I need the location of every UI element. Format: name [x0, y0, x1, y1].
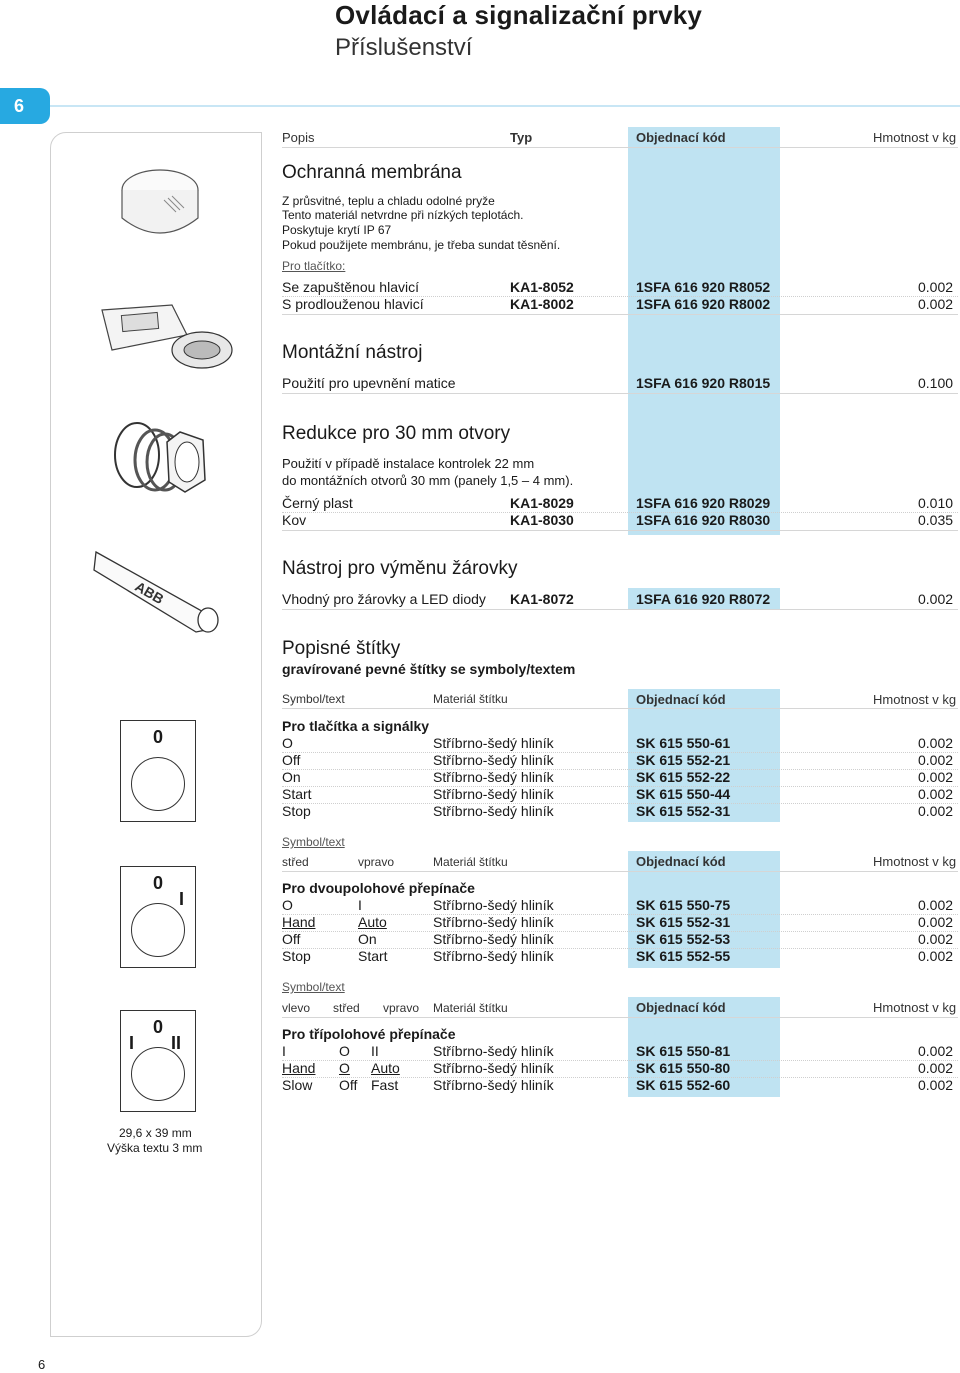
description: Tento materiál netvrdne při nízkých teplotách.	[282, 208, 524, 222]
plate-symbol: I	[129, 1033, 135, 1053]
cell-symbol: Stop	[282, 803, 311, 819]
cell-hmotnost: 0.002	[918, 786, 954, 802]
cell-material: Stříbrno-šedý hliník	[433, 735, 554, 751]
cell-kod: SK 615 552-55	[636, 948, 731, 964]
plate-symbol: II	[171, 1033, 182, 1053]
cell-kod: SK 615 552-31	[636, 914, 731, 930]
cell-hmotnost: 0.002	[918, 1060, 954, 1076]
header-rule	[282, 147, 958, 148]
header-rule	[282, 1017, 958, 1018]
cell-kod: SK 615 550-75	[636, 897, 731, 913]
plate-circle	[131, 903, 185, 957]
cell-kod: 1SFA 616 920 R8002	[636, 296, 771, 312]
section-subtitle: gravírované pevné štítky se symboly/textem	[282, 661, 576, 677]
cell-symbol-right: Auto	[358, 914, 387, 930]
header-rule	[282, 871, 958, 872]
cell-symbol: Off	[282, 752, 301, 768]
col-header-material: Materiál štítku	[433, 855, 508, 869]
cell-hmotnost: 0.035	[918, 512, 954, 528]
cell-symbol-center: O	[339, 1060, 350, 1076]
cell-material: Stříbrno-šedý hliník	[433, 897, 554, 913]
cell-hmotnost: 0.002	[918, 296, 954, 312]
col-header-kod: Objednací kód	[636, 1000, 726, 1015]
cell-symbol-center: Stop	[282, 948, 311, 964]
cell-material: Stříbrno-šedý hliník	[433, 786, 554, 802]
abb-logo: ABB	[132, 578, 167, 608]
cell-symbol-right: II	[371, 1043, 379, 1059]
cell-kod: SK 615 552-22	[636, 769, 731, 785]
row-rule	[282, 512, 958, 513]
cell-material: Stříbrno-šedý hliník	[433, 769, 554, 785]
label-plate-3	[120, 1010, 196, 1112]
group-title: Pro třípolohové přepínače	[282, 1026, 456, 1042]
description: Z průsvitné, teplu a chladu odolné pryže	[282, 194, 495, 208]
cell-hmotnost: 0.010	[918, 495, 954, 511]
cell-material: Stříbrno-šedý hliník	[433, 914, 554, 930]
cell-popis: S prodlouženou hlavicí	[282, 296, 424, 312]
col-header-kod: Objednací kód	[636, 854, 726, 869]
section-title: Nástroj pro výměnu žárovky	[282, 558, 518, 579]
label-plate-1	[120, 720, 196, 822]
cell-symbol-left: Hand	[282, 1060, 316, 1076]
cell-kod: 1SFA 616 920 R8030	[636, 512, 771, 528]
cell-kod: 1SFA 616 920 R8052	[636, 279, 771, 295]
description: Pokud použijete membránu, je třeba sundat těsnění.	[282, 238, 561, 252]
cell-hmotnost: 0.002	[918, 948, 954, 964]
cell-kod: SK 615 552-31	[636, 803, 731, 819]
cell-hmotnost: 0.002	[918, 897, 954, 913]
cell-material: Stříbrno-šedý hliník	[433, 1043, 554, 1059]
cell-material: Stříbrno-šedý hliník	[433, 1060, 554, 1076]
row-rule	[282, 931, 958, 932]
col-header-symbol: Symbol/text	[282, 692, 345, 706]
plate-dimensions: 29,6 x 39 mm	[119, 1126, 192, 1140]
cell-kod: 1SFA 616 920 R8015	[636, 375, 771, 391]
col-header-hmotnost: Hmotnost v kg	[873, 1000, 957, 1015]
cell-hmotnost: 0.002	[918, 279, 954, 295]
col-header-hmotnost: Hmotnost v kg	[873, 692, 957, 707]
cell-hmotnost: 0.002	[918, 1077, 954, 1093]
section-title: Montážní nástroj	[282, 342, 423, 363]
col-header-typ: Typ	[510, 130, 533, 145]
cell-symbol-right: Auto	[371, 1060, 400, 1076]
cell-symbol-center: O	[339, 1043, 350, 1059]
col-header-popis: Popis	[282, 130, 315, 145]
cell-typ: KA1-8002	[510, 296, 574, 312]
cell-popis: Vhodný pro žárovky a LED diody	[282, 591, 486, 607]
col-header-kod: Objednací kód	[636, 692, 726, 707]
row-rule	[282, 752, 958, 753]
membrane-illustration	[112, 160, 202, 250]
cell-hmotnost: 0.002	[918, 914, 954, 930]
section-tab: 6	[0, 88, 50, 124]
tab-divider	[50, 105, 960, 107]
cell-typ: KA1-8029	[510, 495, 574, 511]
cell-typ: KA1-8030	[510, 512, 574, 528]
cell-hmotnost: 0.002	[918, 803, 954, 819]
col-header-hmotnost: Hmotnost v kg	[873, 130, 957, 145]
cell-symbol-left: Slow	[282, 1077, 313, 1093]
cell-symbol: O	[282, 735, 293, 751]
col-header-kod: Objednací kód	[636, 130, 726, 145]
cell-kod: SK 615 550-80	[636, 1060, 731, 1076]
cell-kod: SK 615 550-61	[636, 735, 731, 751]
section-title: Redukce pro 30 mm otvory	[282, 423, 511, 444]
cell-material: Stříbrno-šedý hliník	[433, 803, 554, 819]
plate-symbol: 0	[153, 727, 164, 747]
plate-text-height: Výška textu 3 mm	[107, 1141, 203, 1155]
cell-hmotnost: 0.002	[918, 752, 954, 768]
cell-typ: KA1-8072	[510, 591, 574, 607]
row-rule	[282, 786, 958, 787]
cell-symbol-right: Start	[358, 948, 388, 964]
page-number: 6	[38, 1357, 46, 1372]
col-header-material: Materiál štítku	[433, 1001, 508, 1015]
order-code-column-bg	[628, 127, 780, 535]
cell-symbol-center: Off	[282, 931, 301, 947]
cell-kod: SK 615 550-81	[636, 1043, 731, 1059]
cell-symbol-center: Hand	[282, 914, 316, 930]
plate-symbol: I	[179, 889, 185, 909]
cell-kod: 1SFA 616 920 R8029	[636, 495, 771, 511]
subheading-pro-tlacitko: Pro tlačítko:	[282, 259, 346, 273]
cell-hmotnost: 0.002	[918, 591, 954, 607]
cell-material: Stříbrno-šedý hliník	[433, 1077, 554, 1093]
cell-material: Stříbrno-šedý hliník	[433, 931, 554, 947]
section-rule	[282, 314, 958, 315]
cell-kod: 1SFA 616 920 R8072	[636, 591, 771, 607]
col-header-material: Materiál štítku	[433, 692, 508, 706]
plate-circle	[131, 1047, 185, 1101]
cell-symbol-left: I	[282, 1043, 286, 1059]
cell-symbol-center: O	[282, 897, 293, 913]
description: Poskytuje krytí IP 67	[282, 223, 392, 237]
cell-hmotnost: 0.002	[918, 735, 954, 751]
reducer-rings-illustration	[105, 410, 215, 510]
bulb-tool-illustration	[90, 540, 225, 635]
col-header-hmotnost: Hmotnost v kg	[873, 854, 957, 869]
cell-symbol-center: Off	[339, 1077, 358, 1093]
page-title: Ovládací a signalizační prvky	[335, 0, 703, 30]
description: Použití v případě instalace kontrolek 22 mm	[282, 456, 535, 471]
cell-kod: SK 615 552-53	[636, 931, 731, 947]
cell-material: Stříbrno-šedý hliník	[433, 752, 554, 768]
cell-symbol: Start	[282, 786, 312, 802]
cell-popis: Použití pro upevnění matice	[282, 375, 456, 391]
cell-kod: SK 615 550-44	[636, 786, 731, 802]
col-header-vpravo: vpravo	[383, 1001, 420, 1015]
section-rule	[282, 530, 958, 531]
plate-symbol: 0	[153, 873, 164, 893]
page-subtitle: Příslušenství	[335, 34, 473, 61]
cell-kod: SK 615 552-60	[636, 1077, 731, 1093]
cell-symbol-right: Fast	[371, 1077, 399, 1093]
plate-circle	[131, 757, 185, 811]
description: do montážních otvorů 30 mm (panely 1,5 – 4 mm).	[282, 473, 574, 488]
section-title: Popisné štítky	[282, 638, 401, 659]
subheading-symbol-text: Symbol/text	[282, 980, 345, 994]
row-rule	[282, 803, 958, 804]
cell-hmotnost: 0.100	[918, 375, 954, 391]
cell-typ: KA1-8052	[510, 279, 574, 295]
subheading-symbol-text: Symbol/text	[282, 835, 345, 849]
section-rule	[282, 609, 958, 610]
col-header-stred: střed	[282, 855, 309, 869]
group-title: Pro dvoupolohové přepínače	[282, 880, 475, 896]
cell-hmotnost: 0.002	[918, 769, 954, 785]
cell-popis: Kov	[282, 512, 307, 528]
cell-symbol: On	[282, 769, 301, 785]
cell-hmotnost: 0.002	[918, 931, 954, 947]
label-plate-2	[120, 866, 196, 968]
col-header-vpravo: vpravo	[358, 855, 395, 869]
col-header-stred: střed	[333, 1001, 360, 1015]
cell-popis: Černý plast	[282, 495, 353, 511]
cell-symbol-right: On	[358, 931, 377, 947]
cell-kod: SK 615 552-21	[636, 752, 731, 768]
row-rule	[282, 769, 958, 770]
col-header-vlevo: vlevo	[282, 1001, 311, 1015]
plate-symbol: 0	[153, 1017, 164, 1037]
section-title: Ochranná membrána	[282, 162, 462, 183]
cell-popis: Se zapuštěnou hlavicí	[282, 279, 419, 295]
mounting-tool-illustration	[92, 290, 242, 380]
header-rule	[282, 708, 958, 709]
cell-hmotnost: 0.002	[918, 1043, 954, 1059]
cell-symbol-right: I	[358, 897, 362, 913]
group-title: Pro tlačítka a signálky	[282, 718, 430, 734]
cell-material: Stříbrno-šedý hliník	[433, 948, 554, 964]
section-rule	[282, 393, 958, 394]
